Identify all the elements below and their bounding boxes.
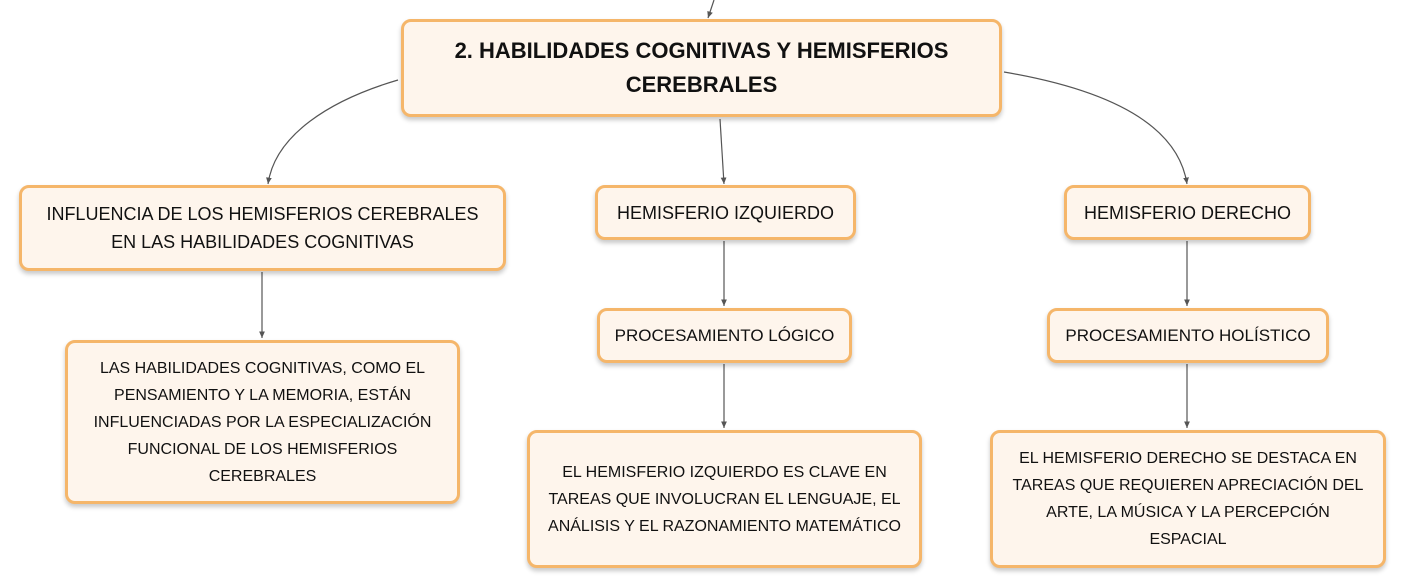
influence-detail-node[interactable] bbox=[65, 340, 460, 504]
right-hemisphere-node[interactable] bbox=[1064, 185, 1311, 240]
influence-detail-text: LAS HABILIDADES COGNITIVAS, COMO EL PENSAMIENTO Y LA MEMORIA, ESTÁN INFLUENCIADAS POR LA ESPECIALIZACIÓN FUNCIONAL DE LOS HEMISFERIOS CEREBRALES bbox=[93, 359, 432, 485]
incoming-connector bbox=[708, 0, 714, 18]
left-hemisphere-detail-text: EL HEMISFERIO IZQUIERDO ES CLAVE EN TAREAS QUE INVOLUCRAN EL LENGUAJE, EL ANÁLISIS Y EL RAZONAMIENTO MATEMÁTICO bbox=[548, 463, 901, 535]
influence-topic-node[interactable] bbox=[19, 185, 506, 271]
connector-root-influence bbox=[268, 80, 398, 184]
connector-root-right bbox=[1004, 72, 1187, 184]
holistic-processing-label: PROCESAMIENTO HOLÍSTICO bbox=[1065, 325, 1311, 345]
left-hemisphere-node[interactable] bbox=[595, 185, 856, 240]
left-hemisphere-label: HEMISFERIO IZQUIERDO bbox=[616, 202, 834, 223]
right-hemisphere-detail-text: EL HEMISFERIO DERECHO SE DESTACA EN TAREAS QUE REQUIEREN APRECIACIÓN DEL ARTE, LA MÚSICA Y LA PERCEPCIÓN ESPACIAL bbox=[1012, 450, 1364, 548]
connector-root-left bbox=[720, 119, 724, 184]
root-topic-node[interactable] bbox=[401, 19, 1002, 117]
logical-processing-label: PROCESAMIENTO LÓGICO bbox=[614, 325, 835, 345]
right-hemisphere-detail-node[interactable] bbox=[990, 430, 1386, 568]
logical-processing-node[interactable] bbox=[597, 308, 852, 363]
right-hemisphere-label: HEMISFERIO DERECHO bbox=[1083, 202, 1292, 223]
left-hemisphere-detail-node[interactable] bbox=[527, 430, 922, 568]
influence-topic-label: INFLUENCIA DE LOS HEMISFERIOS CEREBRALES EN LAS HABILIDADES COGNITIVAS bbox=[46, 204, 479, 252]
root-topic-label: 2. HABILIDADES COGNITIVAS Y HEMISFERIOS CEREBRALES bbox=[454, 38, 949, 97]
holistic-processing-node[interactable] bbox=[1047, 308, 1329, 363]
